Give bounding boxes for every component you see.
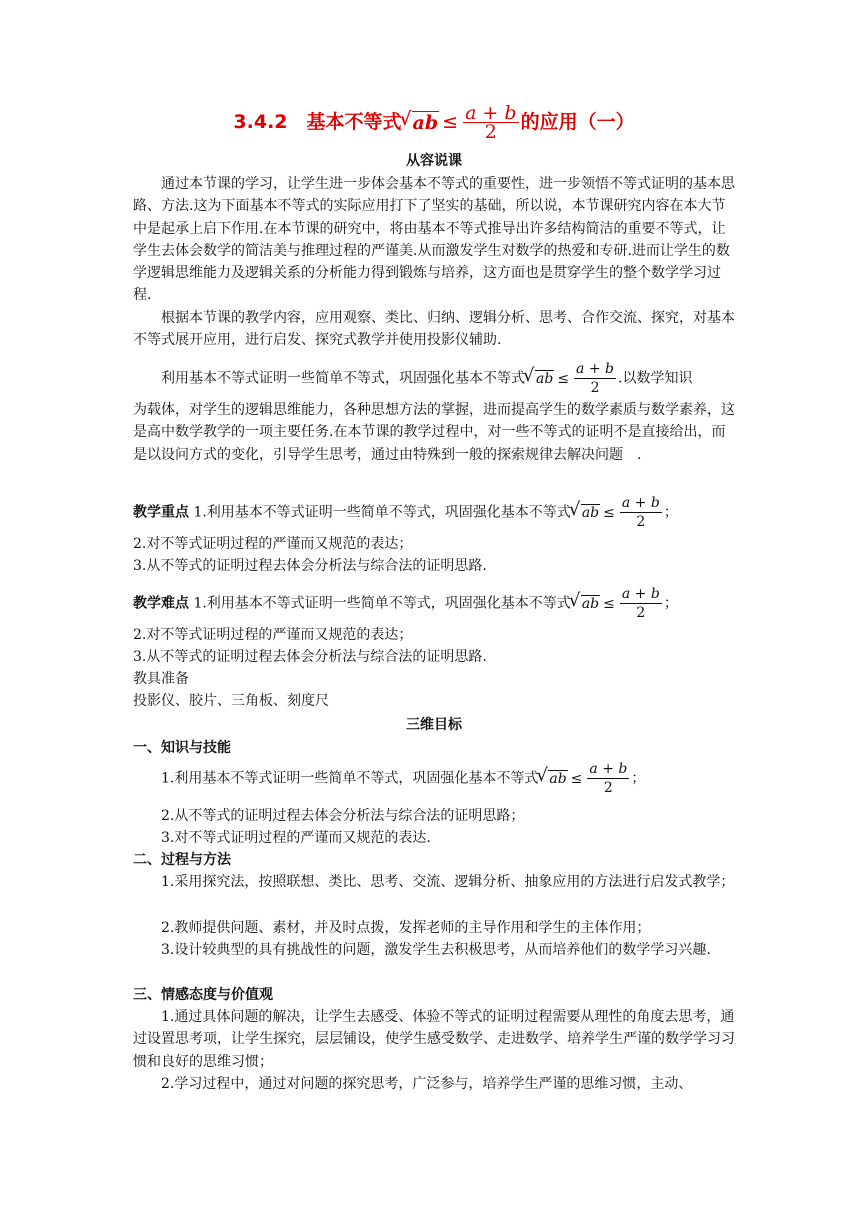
difficult-point-label: 教学难点	[133, 595, 189, 612]
key-point-label: 教学重点	[133, 504, 189, 521]
sqrt-expression: √ ab	[525, 366, 554, 392]
leq-symbol: ≤	[442, 111, 459, 133]
goal-1-heading: 一、知识与技能	[133, 740, 231, 756]
goal-1-item-2: 2.从不等式的证明过程去体会分析法与综合法的证明思路；	[161, 808, 525, 824]
paragraph-1: 通过本节课的学习，让学生进一步体会基本不等式的重要性，进一步领悟不等式证明的基本思路、方法.这为下面基本不等式的实际应用打下了坚实的基础，所以说，本节课研究内容在本大节中是起承上启下作用.在本节课的研究中，将由基本不等式推导出许多结构简洁的重要不等式，让学生去体会数学的简洁美与推理过程的严谨美.从而激发学生对数学的热爱和专研.进而让学生的数学逻辑思维能力及逻辑关系的分析能力得到锻炼与培养，这方面也是贯穿学生的整个数学学习过程.	[133, 176, 735, 304]
key-point-item-2: 2.对不等式证明过程的严谨而又规范的表达；	[133, 536, 413, 552]
document-title	[133, 104, 735, 141]
difficult-point-item-3: 3.从不等式的证明过程去体会分析法与综合法的证明思路.	[133, 649, 487, 665]
goal-1-item-1: 1.利用基本不等式证明一些简单不等式，巩固强化基本不等式√ ab ≤ $\frac{a + b}{2}$ ；	[133, 760, 763, 797]
title-prefix: 3.4.2 基本不等式	[233, 111, 402, 133]
goal-3-item-1: 1.通过具体问题的解决，让学生去感受、体验不等式的证明过程需要从理性的角度去思考，通过设置思考项，让学生探究，层层铺设，使学生感受数学、走进数学、培养学生严谨的数学学习习惯和良好的思维习惯；	[133, 1009, 735, 1070]
goal-3-item-2: 2.学习过程中，通过对问题的探究思考，广泛参与，培养学生严谨的思维习惯，主动、	[161, 1076, 693, 1092]
goal-2-item-2: 2.教师提供问题、素材，并及时点拨，发挥老师的主导作用和学生的主体作用；	[161, 920, 651, 936]
goal-3-heading: 三、情感态度与价值观	[133, 987, 273, 1003]
tools-label: 教具准备	[133, 671, 189, 687]
section-heading-lesson: 从容说课	[406, 153, 462, 169]
difficult-point-item-1: 教学难点 1.利用基本不等式证明一些简单不等式，巩固强化基本不等式√ ab ≤ $\frac{a + b}{2}$ ；	[133, 585, 735, 622]
paragraph-3-first-line: 利用基本不等式证明一些简单不等式，巩固强化基本不等式√ ab ≤ $\frac{a + b}{2}$ .以数学知识	[133, 360, 763, 397]
goal-2-item-3: 3.设计较典型的具有挑战性的问题，激发学生去积极思考，从而培养他们的数学学习兴趣.	[161, 942, 711, 958]
goal-2-item-1: 1.采用探究法，按照联想、类比、思考、交流、逻辑分析、抽象应用的方法进行启发式教学；	[161, 874, 735, 890]
difficult-point-item-2: 2.对不等式证明过程的严谨而又规范的表达；	[133, 627, 413, 643]
sqrt-expression: √ ab	[571, 500, 600, 526]
title-suffix: 的应用（一）	[520, 111, 635, 133]
sqrt-expression: √ ab	[402, 111, 440, 135]
fraction: $\frac{a + b}{2}$	[589, 761, 628, 796]
goal-2-heading: 二、过程与方法	[133, 852, 231, 868]
tools-list: 投影仪、胶片、三角板、刻度尺	[133, 693, 329, 709]
key-point-item-1: 教学重点 1.利用基本不等式证明一些简单不等式，巩固强化基本不等式√ ab ≤ $\frac{a + b}{2}$ ；	[133, 494, 735, 531]
fraction: $\frac{a + b}{2}$	[621, 586, 660, 621]
paragraph-3-rest: 为载体，对学生的逻辑思维能力，各种思想方法的掌握，进而提高学生的数学素质与数学素养，这是高中数学教学的一项主要任务.在本节课的教学过程中，对一些不等式的证明不是直接给出，而是以设问方式的变化，引导学生思考，通过由特殊到一般的探索规律去解决问题 .	[133, 402, 735, 463]
fraction: $\frac{a + b}{2}$	[465, 102, 517, 143]
paragraph-2: 根据本节课的教学内容，应用观察、类比、归纳、逻辑分析、思考、合作交流、探究，对基本不等式展开应用，进行启发、探究式教学并使用投影仪辅助.	[133, 310, 735, 349]
fraction: $\frac{a + b}{2}$	[576, 361, 614, 396]
section-heading-goals: 三维目标	[406, 717, 462, 733]
sqrt-expression: √ ab	[571, 591, 600, 617]
fraction: $\frac{a + b}{2}$	[621, 495, 660, 530]
key-point-item-3: 3.从不等式的证明过程去体会分析法与综合法的证明思路.	[133, 558, 487, 574]
sqrt-expression: √ ab	[538, 766, 567, 792]
goal-1-item-3: 3.对不等式证明过程的严谨而又规范的表达.	[161, 830, 431, 846]
